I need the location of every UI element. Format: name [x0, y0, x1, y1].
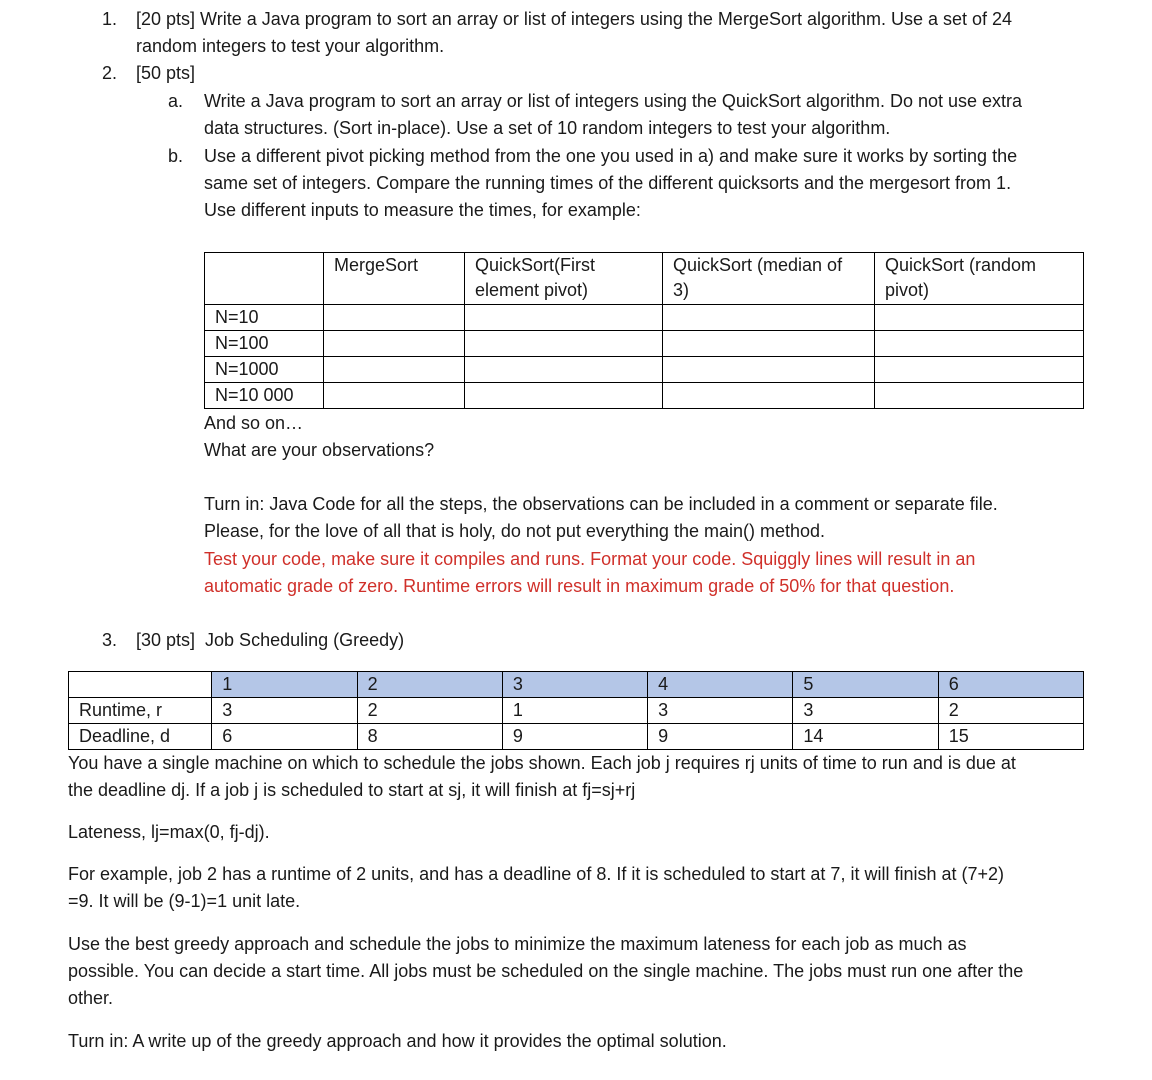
greedy-line2: possible. You can decide a start time. All jobs must be scheduled on the single machine. The jobs must run one after the: [68, 961, 1024, 981]
runtime-value: 2: [938, 698, 1083, 724]
q2b-line1: Use a different pivot picking method from the one you used in a) and make sure it works by sorting the: [204, 146, 1018, 166]
turn-in-line1: Turn in: Java Code for all the steps, the observations can be included in a comment or separate file.: [204, 494, 998, 514]
q1-number: 1.: [102, 9, 118, 29]
q2-number: 2.: [102, 63, 118, 83]
q3-turn-in: Turn in: A write up of the greedy approach and how it provides the optimal solution.: [68, 1031, 727, 1051]
jobs-header-row: [69, 672, 1084, 698]
table-header-row: [205, 253, 1084, 305]
warning-line2: automatic grade of zero. Runtime errors will result in maximum grade of 50% for that question.: [204, 576, 955, 596]
example-line1: For example, job 2 has a runtime of 2 units, and has a deadline of 8. If it is scheduled to start at 7, it will finish at (7+2): [68, 864, 1004, 884]
lateness-definition: Lateness, lj=max(0, fj-dj).: [68, 822, 270, 842]
table-cell: [324, 383, 465, 409]
header-cell-quicksort-random: QuickSort (random pivot): [875, 253, 1084, 305]
row-label: N=100: [205, 331, 324, 357]
table-cell: [465, 331, 663, 357]
q2b-marker: b.: [168, 146, 184, 166]
table-cell: [875, 357, 1084, 383]
runtime-row: [69, 698, 1084, 724]
warning-line1: Test your code, make sure it compiles and runs. Format your code. Squiggly lines will result in an: [204, 549, 976, 569]
header-cell-quicksort-median: QuickSort (median of 3): [663, 253, 875, 305]
deadline-value: 14: [793, 724, 938, 750]
deadline-value: 6: [212, 724, 357, 750]
runtime-value: 2: [357, 698, 502, 724]
deadline-label: Deadline, d: [69, 724, 212, 750]
deadline-value: 9: [648, 724, 793, 750]
header-cell-empty: [205, 253, 324, 305]
q3-para1-line2: the deadline dj. If a job j is scheduled to start at sj, it will finish at fj=sj+rj: [68, 780, 636, 800]
table-cell: [324, 357, 465, 383]
jobs-header-empty: [69, 672, 212, 698]
table-cell: [663, 383, 875, 409]
table-cell: [875, 331, 1084, 357]
table-cell: [324, 331, 465, 357]
header-cell-mergesort: MergeSort: [324, 253, 465, 305]
table-cell: [465, 305, 663, 331]
q3-para1-line1: You have a single machine on which to schedule the jobs shown. Each job j requires rj units of time to run and is due at: [68, 753, 1016, 773]
table-cell: [875, 305, 1084, 331]
row-label: N=10: [205, 305, 324, 331]
table-cell: [663, 357, 875, 383]
q2a-marker: a.: [168, 91, 184, 111]
job-number: 6: [938, 672, 1083, 698]
greedy-line3: other.: [68, 988, 114, 1008]
table-row: [205, 357, 1084, 383]
q1-text-line1: [20 pts] Write a Java program to sort an array or list of integers using the MergeSort algorithm. Use a set of 24: [136, 9, 1013, 29]
and-so-on: And so on…: [204, 413, 304, 433]
job-number: 5: [793, 672, 938, 698]
q2a-line1: Write a Java program to sort an array or list of integers using the QuickSort algorithm. Do not use extra: [204, 91, 1023, 111]
table-cell: [663, 305, 875, 331]
deadline-value: 8: [357, 724, 502, 750]
deadline-value: 9: [502, 724, 647, 750]
table-cell: [663, 331, 875, 357]
deadline-value: 15: [938, 724, 1083, 750]
table-cell: [324, 305, 465, 331]
job-number: 4: [648, 672, 793, 698]
deadline-row: [69, 724, 1084, 750]
table-cell: [875, 383, 1084, 409]
header-cell-quicksort-first: QuickSort(First element pivot): [465, 253, 663, 305]
q2a-line2: data structures. (Sort in-place). Use a set of 10 random integers to test your algorithm.: [204, 118, 891, 138]
job-number: 3: [502, 672, 647, 698]
q3-title: [30 pts] Job Scheduling (Greedy): [136, 630, 405, 650]
row-label: N=1000: [205, 357, 324, 383]
table-cell: [465, 383, 663, 409]
table-cell: [465, 357, 663, 383]
row-label: N=10 000: [205, 383, 324, 409]
greedy-line1: Use the best greedy approach and schedule the jobs to minimize the maximum lateness for each job as much as: [68, 934, 967, 954]
table-row: [205, 331, 1084, 357]
observations-prompt: What are your observations?: [204, 440, 435, 460]
runtime-label: Runtime, r: [69, 698, 212, 724]
q2b-line2: same set of integers. Compare the running times of the different quicksorts and the mergesort from 1.: [204, 173, 1012, 193]
jobs-table: [68, 671, 1084, 750]
q2-title: [50 pts]: [136, 63, 196, 83]
job-number: 2: [357, 672, 502, 698]
runtime-value: 3: [793, 698, 938, 724]
runtime-value: 1: [502, 698, 647, 724]
sort-timing-table: [204, 252, 1084, 409]
runtime-value: 3: [648, 698, 793, 724]
q3-number: 3.: [102, 630, 118, 650]
q2b-line3: Use different inputs to measure the times, for example:: [204, 200, 641, 220]
example-line2: =9. It will be (9-1)=1 unit late.: [68, 891, 301, 911]
turn-in-line2: Please, for the love of all that is holy, do not put everything the main() method.: [204, 521, 826, 541]
table-row: [205, 305, 1084, 331]
job-number: 1: [212, 672, 357, 698]
runtime-value: 3: [212, 698, 357, 724]
q1-text-line2: random integers to test your algorithm.: [136, 36, 445, 56]
table-row: [205, 383, 1084, 409]
